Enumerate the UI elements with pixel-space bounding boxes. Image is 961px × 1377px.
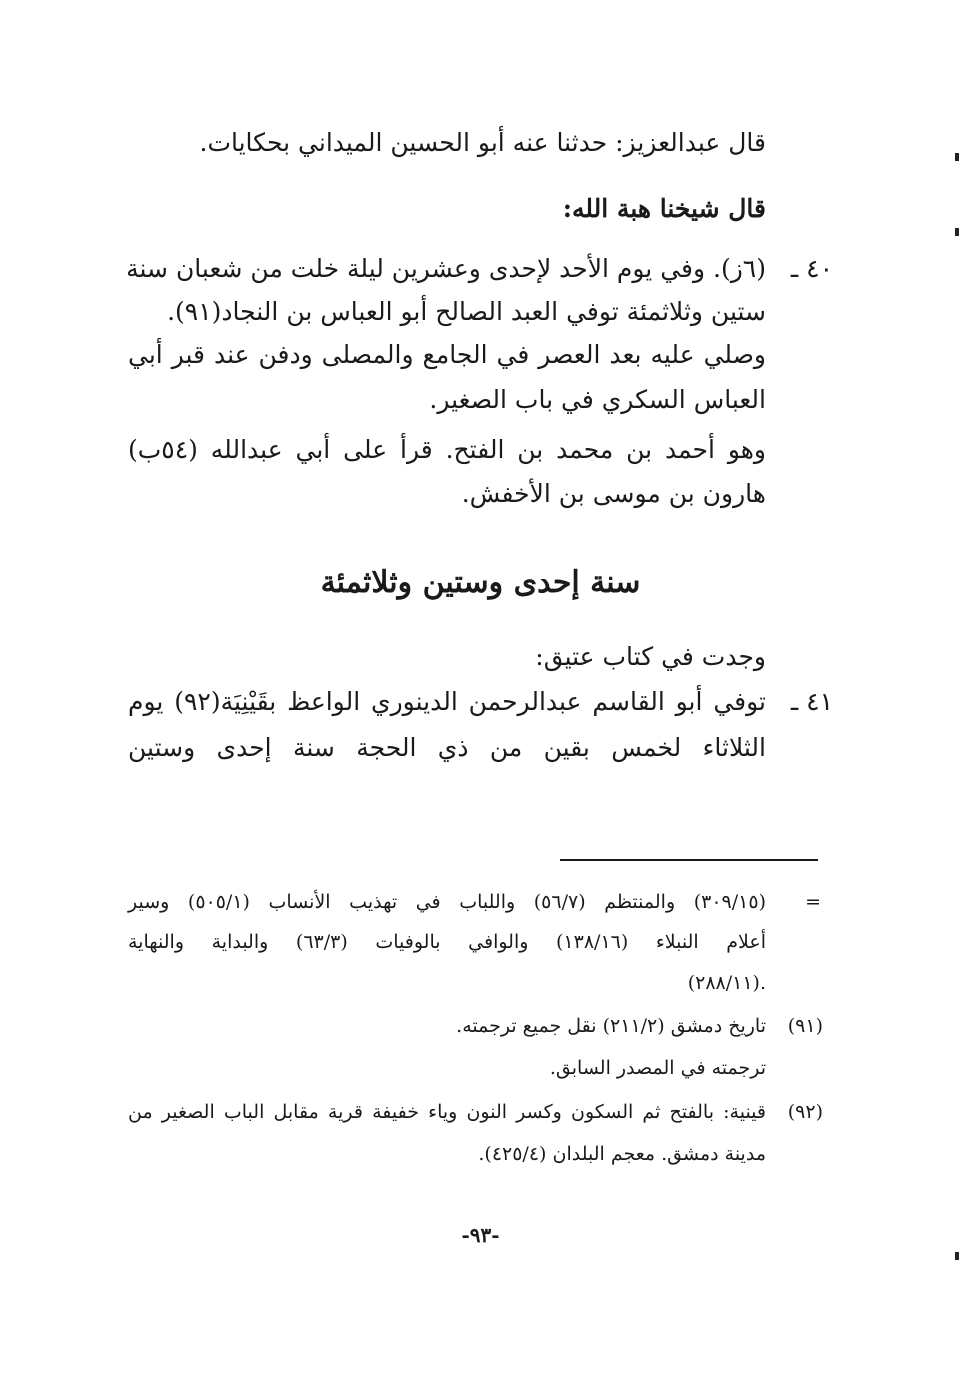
narration-line: قال شيخنا هبة الله: (562, 194, 766, 223)
page-number: -٩٣- (461, 1223, 500, 1247)
entry-line: (٦ز). وفي يوم الأحد لإحدى وعشرين ليلة خلت من شعبان سنة (126, 254, 766, 283)
scan-edge-mark (955, 153, 959, 161)
scan-edge-mark (955, 1252, 959, 1260)
entry-line: العباس السكري في باب الصغير. (429, 385, 766, 414)
entry-line: وصلي عليه بعد العصر في الجامع والمصلى ودفن عند قبر أبي (128, 340, 766, 369)
entry-line: توفي أبو القاسم عبدالرحمن الدينوري الواعظ بقَيْنِيَة(٩٢) يوم (128, 687, 766, 716)
footnote-line: أعلام النبلاء (١٣٨/١٦) والوافي بالوفيات (٦٣/٣) والبداية والنهاية (128, 931, 766, 953)
section-heading: سنة إحدى وستين وثلاثمئة (320, 565, 641, 600)
entry-line: وهو أحمد بن محمد بن الفتح. قرأ على أبي عبدالله (٥٤ب) (128, 435, 766, 464)
footnote-line: (٣٠٩/١٥) والمنتظم (٥٦/٧) واللباب في تهذيب الأنساب (٥٠٥/١) وسير (128, 891, 766, 913)
entry-line: ستين وثلاثمئة توفي العبد الصالح أبو العباس بن النجاد(٩١). (167, 297, 766, 326)
entry-line: الثلاثاء لخمس بقين من ذي الحجة سنة إحدى وستين (128, 733, 766, 762)
narration-line: قال عبدالعزيز: حدثنا عنه أبو الحسين الميداني بحكايات. (199, 128, 766, 157)
footnote-line: مدينة دمشق. معجم البلدان (٤٢٥/٤). (478, 1143, 766, 1165)
footnote-line: ترجمته في المصدر السابق. (549, 1057, 766, 1079)
entry-number: ٤١ ـ (790, 687, 833, 716)
footnote-number: (٩٢) (787, 1101, 823, 1123)
footnote-line: قينية: بالفتح ثم السكون وكسر النون وياء خفيفة قرية مقابل الباب الصغير من (128, 1101, 766, 1123)
footnote-separator (560, 859, 818, 861)
scan-edge-mark (955, 228, 959, 236)
footnote-continuation-mark: = (805, 891, 821, 913)
footnote-line: (٢٨٨/١١). (687, 972, 766, 994)
narration-line: وجدت في كتاب عتيق: (535, 642, 766, 671)
footnote-number: (٩١) (787, 1015, 823, 1037)
footnote-line: تاريخ دمشق (٢١١/٢) نقل جميع ترجمته. (456, 1015, 766, 1037)
entry-line: هارون بن موسى بن الأخفش. (461, 479, 766, 508)
entry-number: ٤٠ ـ (790, 254, 833, 283)
